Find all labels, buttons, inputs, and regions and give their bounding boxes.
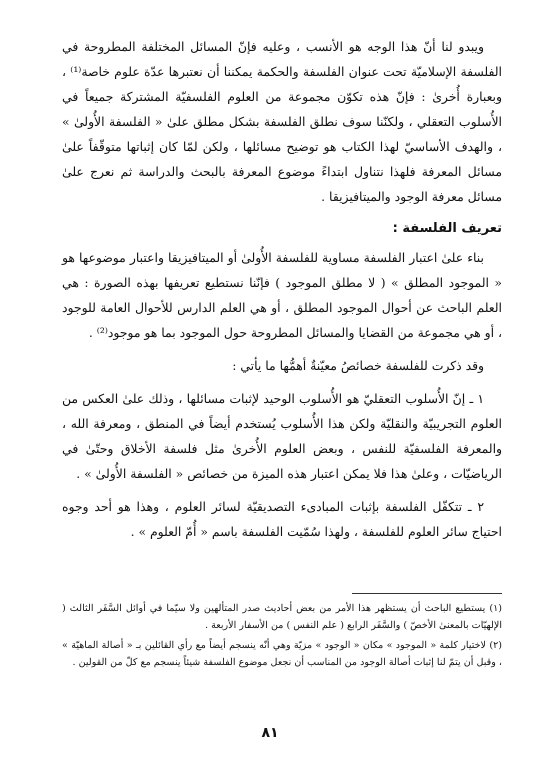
paragraph-intro: ويبدو لنا أنّ هذا الوجه هو الأنسب ، وعليه فإنّ المسائل المختلفة المطروحة في الفلسفة الإسلاميّة تحت عنوان الفلسفة والحكمة يمكننا أن نعتبرها عدّة علوم خاصة⁽¹⁾ ، وبعبارة أُخرىٰ : فإنّ هذه تكوّن مجموعة من العلوم الفلسفيّة المشتركة جميعاً في الأُسلوب التعقلي ، ولكنّنا سوف نطلق الفلسفة بشكل مطلق علىٰ « الفلسفة الأُولىٰ » ، والهدف الأساسيّ لهذا الكتاب هو توضيح مسائلها ، ولكن لمّا كان إثباتها متوقّفاً علىٰ مسائل المعرفة فلهذا نتناول ابتداءً موضوع المعرفة بالبحث والدراسة ثم نعرج علىٰ مسائل معرفة الوجود والميتافيزيقا . — [62, 39, 503, 204]
paragraph-point-1: ١ ـ إنّ الأُسلوب التعقليّ هو الأُسلوب الوحيد لإثبات مسائلها ، وذلك علىٰ العكس من العلوم التجريبيّة والنقليّة ولكن هذا الأُسلوب يُستخدم أيضاً في المنطق ، ومعرفة الله ، والمعرفة الفلسفيّة للنفس ، وبعض العلوم الأُخرىٰ مثل فلسفة الأخلاق وحتّىٰ في الرياضيّات ، وعلىٰ هذا فلا يمكن اعتبار هذه الميزة من خصائص « الفلسفة الأُولىٰ » . — [62, 391, 502, 481]
footnote-divider — [352, 593, 502, 594]
page-body — [62, 34, 502, 544]
footnote-2: (٢) لاختيار كلمة « الموجود » مكان « الوجود » مزيّة وهي أنّه ينسجم أيضاً مع رأي القائلين بـ « أصالة الماهيّة » ، وقبل أن يتمّ لنا إثبات أصالة الوجود من المناسب أن نجعل موضوع الفلسفة شيئاً ينسجم مع كلّ من القولين . — [62, 640, 502, 668]
paragraph-definition: بناء علىٰ اعتبار الفلسفة مساوية للفلسفة الأُولىٰ أو الميتافيزيقا واعتبار موضوعها هو « الموجود المطلق » ( لا مطلق الموجود ) فإنّنا نستطيع تعريفها بهذه الصورة : هي العلم الباحث عن أحوال الموجود المطلق ، أو هي العلم الدارس للأحوال العامة للوجود ، أو هي مجموعة من القضايا والمسائل المطروحة حول الموجود بما هو موجود⁽²⁾ . — [62, 250, 502, 340]
page-number: ٨١ — [261, 725, 279, 741]
footnote-1: (١) يستطيع الباحث أن يستظهر هذا الأمر من بعض أحاديث صدر المتألهين ولا سيّما في أوائل السَّفَر الثالث ( الإلهيّات بالمعنىٰ الأخصّ ) والسَّفَر الرابع ( علم النفس ) من الأسفار الأربعة . — [62, 603, 502, 631]
paragraph-characteristics: وقد ذكرت للفلسفة خصائصُ معيّنةٌ أهمُّها ما يأتي : — [232, 358, 484, 373]
footnotes — [62, 600, 502, 674]
paragraph-point-2: ٢ ـ تتكفّل الفلسفة بإثبات المبادىء التصديقيّة لسائر العلوم ، وهذا هو أحد وجوه احتياج سائر العلوم للفلسفة ، ولهذا سُمّيت الفلسفة باسم « أُمّ العلوم » . — [62, 499, 502, 539]
section-heading: تعريف الفلسفة : — [392, 221, 502, 236]
